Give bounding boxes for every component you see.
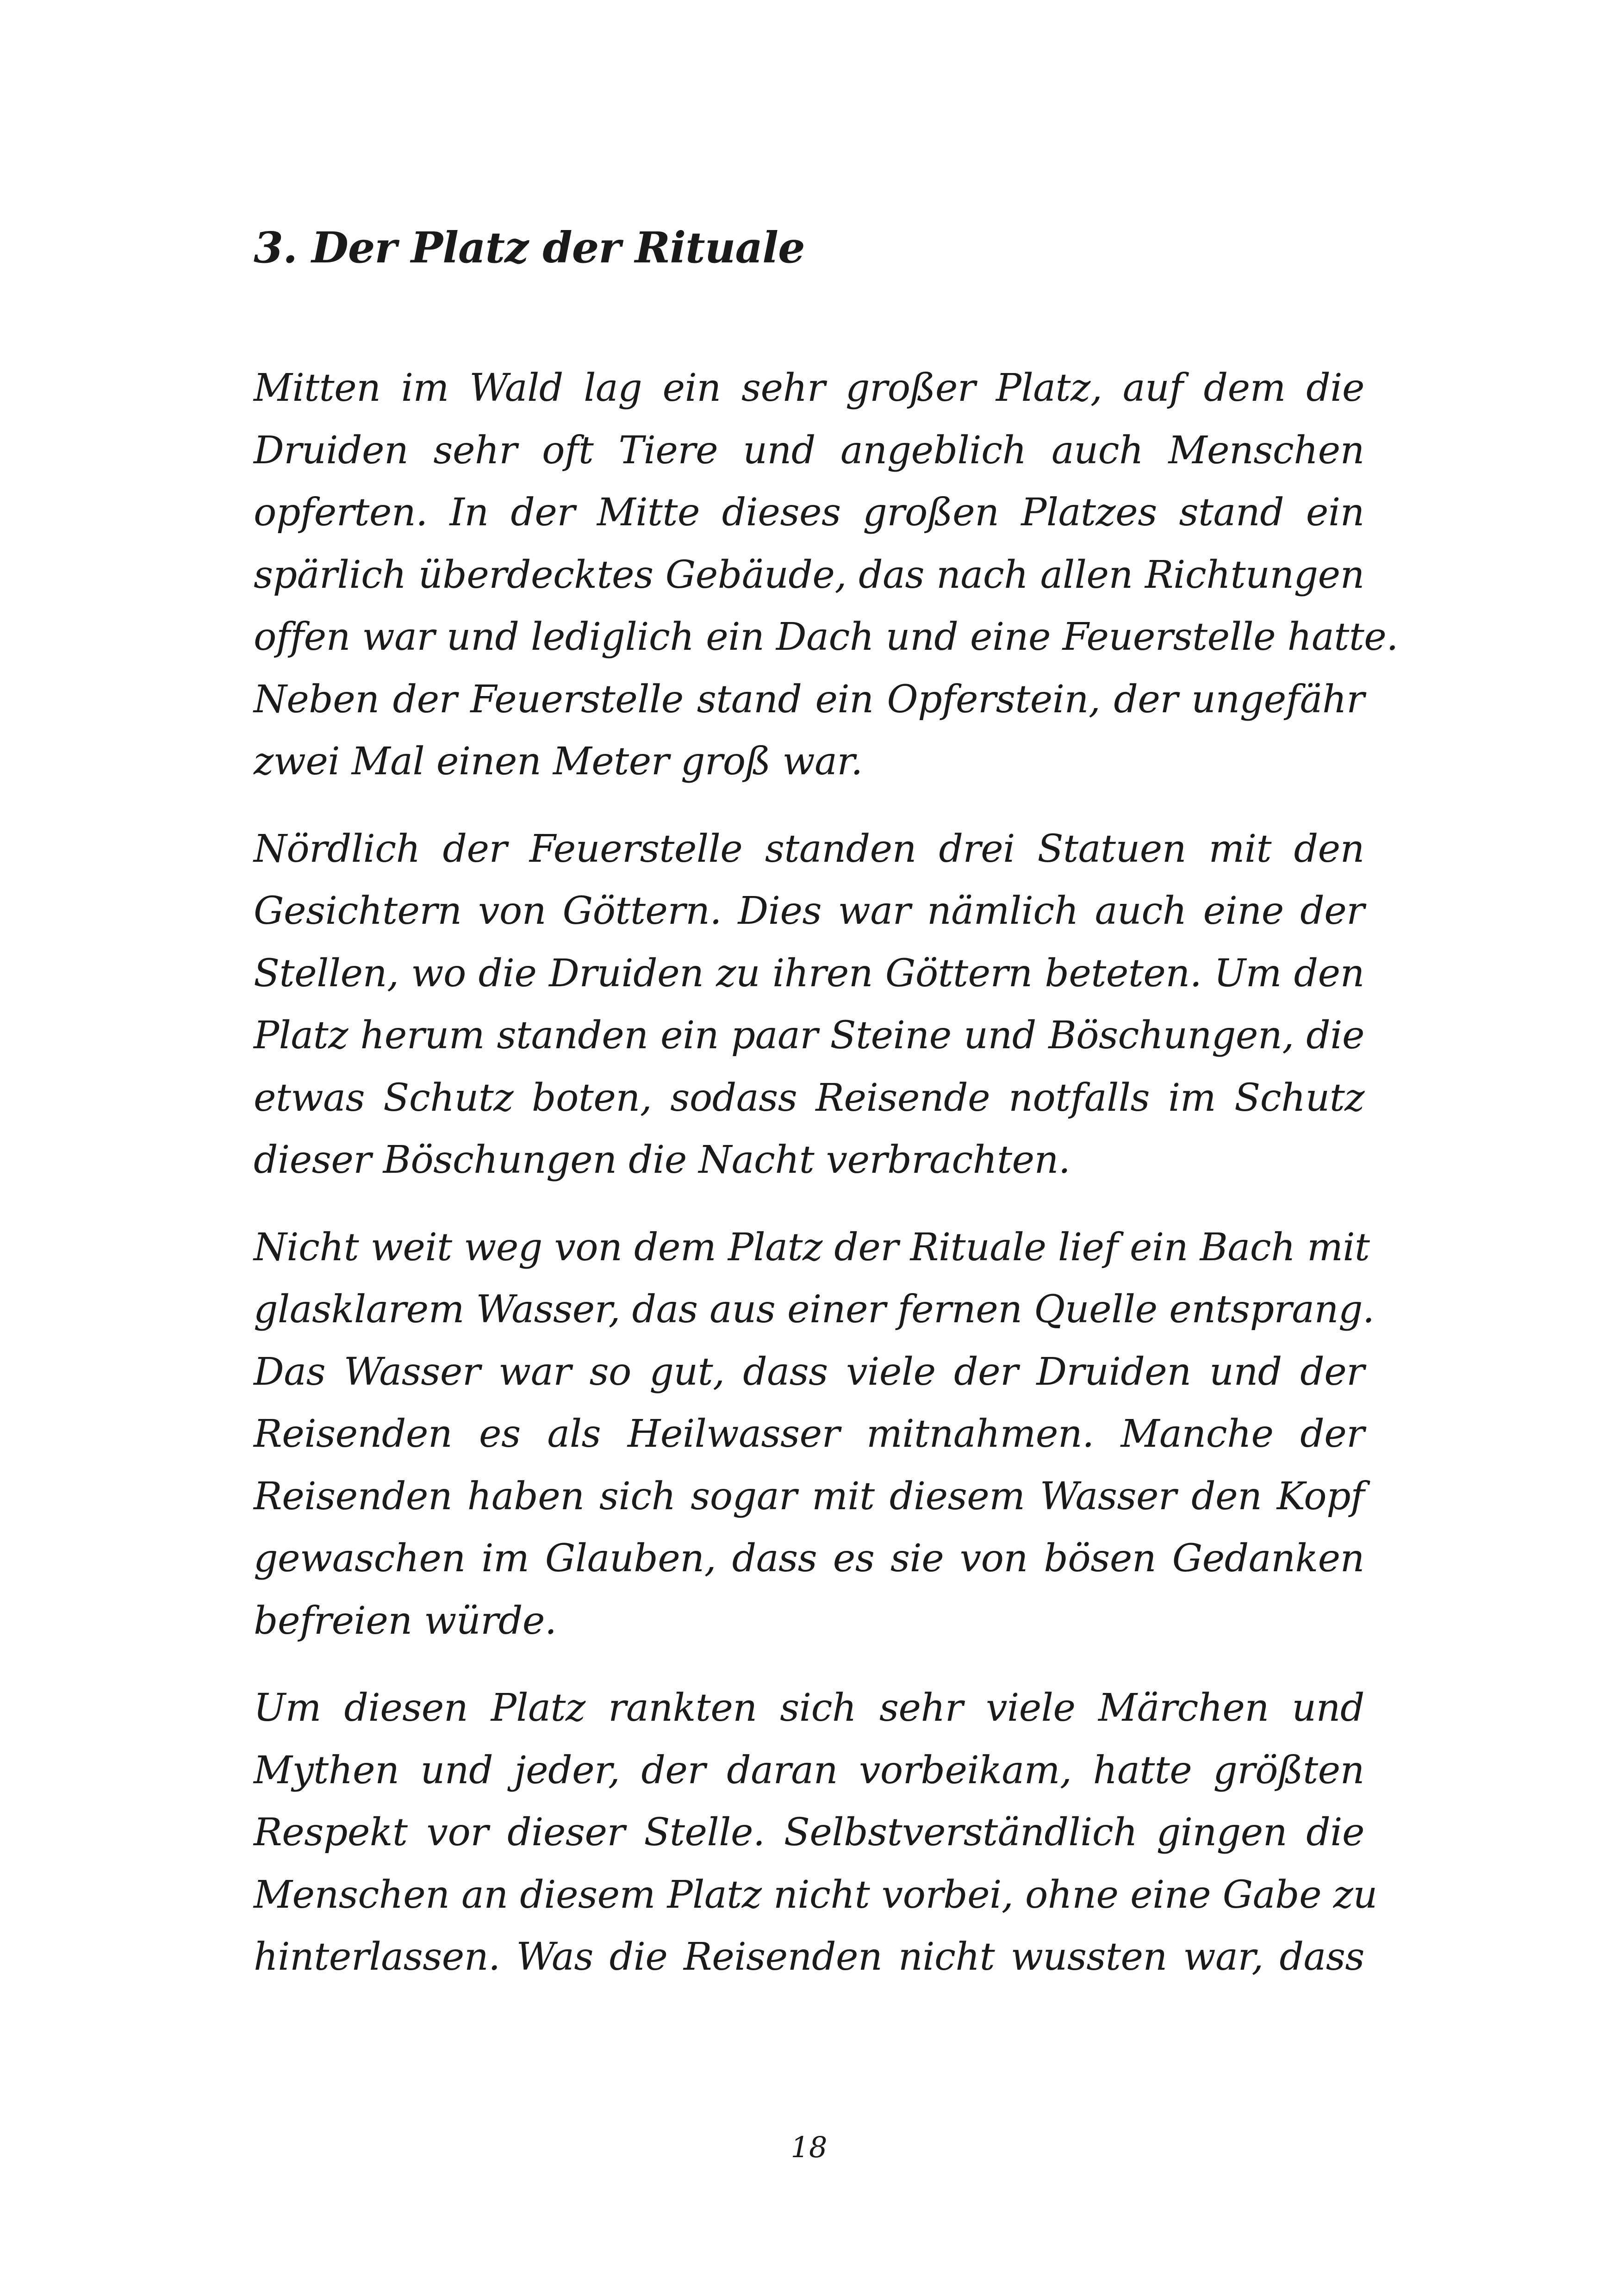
text-line: hinterlassen. Was die Reisenden nicht wussten war, dass bbox=[254, 1935, 1364, 1979]
text-line: Mythen und jeder, der daran vorbeikam, hatte größten bbox=[254, 1748, 1364, 1792]
text-line: Gesichtern von Göttern. Dies war nämlich auch eine der bbox=[254, 889, 1364, 933]
text-line: Um diesen Platz rankten sich sehr viele Märchen und bbox=[254, 1686, 1364, 1730]
paragraph bbox=[254, 1217, 1375, 1653]
text-line: zwei Mal einen Meter groß war. bbox=[254, 740, 863, 784]
text-line: Platz herum standen ein paar Steine und Böschungen, die bbox=[254, 1014, 1364, 1058]
text-line: gewaschen im Glauben, dass es sie von bösen Gedanken bbox=[254, 1537, 1364, 1580]
text-line: Menschen an diesem Platz nicht vorbei, ohne eine Gabe zu bbox=[254, 1873, 1377, 1917]
page-number: 18 bbox=[790, 2130, 828, 2164]
text-line: spärlich überdecktes Gebäude, das nach allen Richtungen bbox=[254, 553, 1364, 597]
text-line: Stellen, wo die Druiden zu ihren Göttern beteten. Um den bbox=[254, 951, 1364, 996]
text-line: Das Wasser war so gut, dass viele der Druiden und der bbox=[254, 1350, 1364, 1394]
text-line: Reisenden haben sich sogar mit diesem Wasser den Kopf bbox=[254, 1474, 1364, 1518]
text-line: Nördlich der Feuerstelle standen drei Statuen mit den bbox=[254, 827, 1364, 871]
text-line: dieser Böschungen die Nacht verbrachten. bbox=[254, 1138, 1070, 1182]
paragraph bbox=[254, 357, 1398, 793]
text-line: Reisenden es als Heilwasser mitnahmen. Manche der bbox=[254, 1412, 1364, 1456]
text-line: offen war und lediglich ein Dach und eine Feuerstelle hatte. bbox=[254, 615, 1398, 659]
text-line: glasklarem Wasser, das aus einer fernen Quelle entsprang. bbox=[254, 1288, 1375, 1332]
paragraph bbox=[254, 1677, 1377, 1989]
text-line: Nicht weit weg von dem Platz der Rituale lief ein Bach mit bbox=[254, 1225, 1370, 1269]
text-line: befreien würde. bbox=[254, 1599, 557, 1643]
text-line: opferten. In der Mitte dieses großen Platzes stand ein bbox=[254, 491, 1364, 535]
text-line: Neben der Feuerstelle stand ein Opferstein, der ungefähr bbox=[254, 677, 1364, 722]
chapter-title: 3. Der Platz der Rituale bbox=[254, 223, 805, 273]
paragraph bbox=[254, 818, 1364, 1192]
text-line: Druiden sehr oft Tiere und angeblich auch Menschen bbox=[254, 428, 1364, 473]
body-text bbox=[254, 357, 1398, 2014]
text-line: Respekt vor dieser Stelle. Selbstverständlich gingen die bbox=[254, 1811, 1364, 1854]
text-line: etwas Schutz boten, sodass Reisende notfalls im Schutz bbox=[254, 1076, 1364, 1120]
text-line: Mitten im Wald lag ein sehr großer Platz, auf dem die bbox=[254, 366, 1364, 410]
